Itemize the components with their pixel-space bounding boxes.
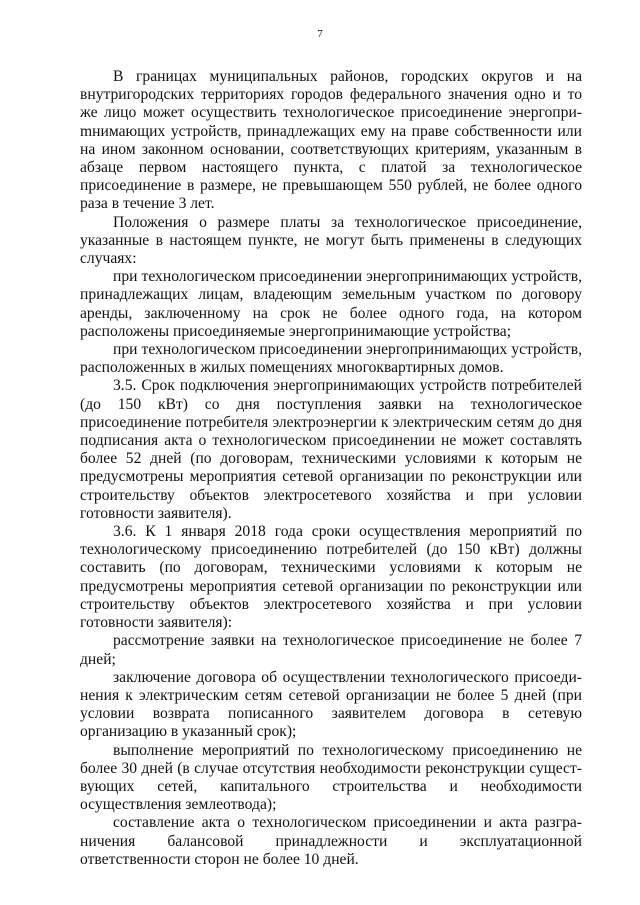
paragraph-works-term: выполнение мероприятий по технологическому присоединению не более 30 дней (в случае отсутствия необходимости реконструкции существующих сетей, капитального строительства и необходимости осуществления землеотвода); — [80, 741, 582, 814]
paragraph-3-5: 3.5. Срок подключения энергопринимающих устройств потребителей (до 150 кВт) со дня поступления заявки на технологическое присоединение потребителя электроэнергии к электрическим сетям до дня подписания акта о технологическом присоединении не может составлять более 52 дней (по договорам, техническими условиями к которым не предусмотрены мероприятия сетевой организации по реконструкции или строительству объектов электросетевого хозяйства и при условии готовности заявителя). — [80, 377, 582, 522]
page-number: 7 — [317, 28, 323, 40]
paragraph-exceptions-intro: Положения о размере платы за технологическое присоединение, указанные в настоящем пункте, не могут быть применены в следующих случаях: — [80, 213, 582, 268]
paragraph-act-term: составление акта о технологическом присоединении и акта разграничения балансовой принадлежности и эксплуатационной ответственности сторон не более 10 дней. — [80, 814, 582, 868]
paragraph-one-person-limit: В границах муниципальных районов, городских округов и на внутригородских территориях городов федерального значения одно и то же лицо может осуществить технологическое присоединение энергоприmнимающих устройств, принадлежащих ему на праве собственности или на ином законном основании, соответствующих критериям, указанным в абзаце первом настоящего пункта, с платой за технологическое присоединение в размере, не превышающем 550 рублей, не более одного раза в течение 3 лет. — [80, 68, 582, 213]
paragraph-3-6: 3.6. К 1 января 2018 года сроки осуществления мероприятий по технологическому присоединению потребителей (до 150 кВт) должны составить (по договорам, техническими условиями к которым не предусмотрены мероприятия сетевой организации по реконструкции или строительству объектов электросетевого хозяйства и при условии готовности заявителя): — [80, 523, 582, 632]
paragraph-exception-lease: при технологическом присоединении энергопринимающих устройств, принадлежащих лицам, владеющим земельным участком по договору аренды, заключенному на срок не более одного года, на котором расположены присоединяемые энергопринимающие устройства; — [80, 268, 582, 340]
paragraph-contract-term: заключение договора об осуществлении технологического присоединения к электрическим сетям сетевой организации не более 5 дней (при условии возврата пописанного заявителем договора в сетевую организацию в указанный срок); — [80, 668, 582, 741]
paragraph-exception-apartments: при технологическом присоединении энергопринимающих устройств, расположенных в жилых помещениях многоквартирных домов. — [80, 341, 582, 377]
document-body — [80, 68, 582, 869]
paragraph-review-term: рассмотрение заявки на технологическое присоединение не более 7 дней; — [80, 632, 582, 668]
